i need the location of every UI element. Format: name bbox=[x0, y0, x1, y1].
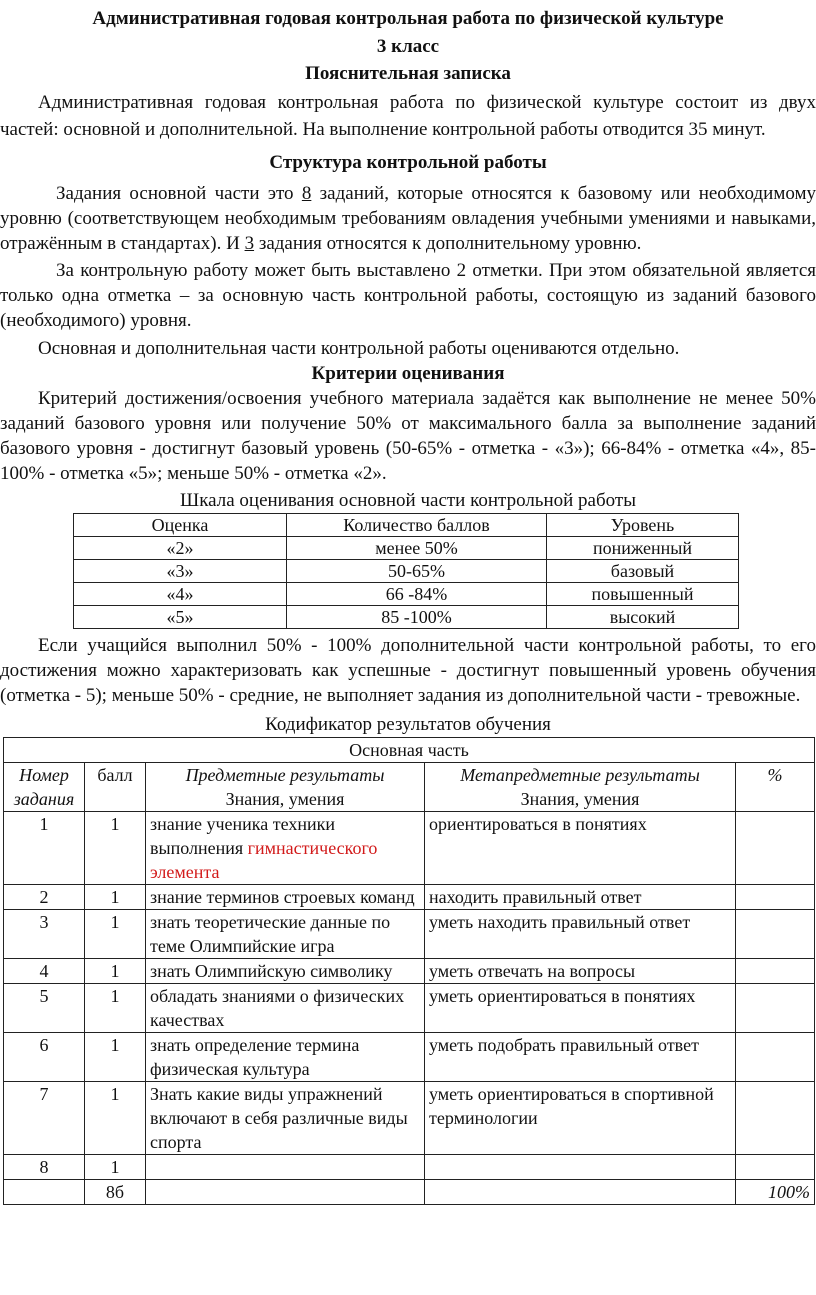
criteria-paragraph: Критерий достижения/освоения учебного материала задаётся как выполнение не менее 50% заданий базового уровня или получение 50% от максимального балла за выполнение заданий базового уровня - достигнут базовый уровень (50-65% - отметка - «3»); 66-84% - отметка «4», 85-100% - отметка «5»; меньше 50% - отметка «2». bbox=[0, 388, 816, 484]
table-row: 3 1 знать теоретические данные по теме Олимпийские игра уметь находить правильный ответ bbox=[4, 910, 815, 959]
structure-paragraph-3: Основная и дополнительная части контрольной работы оцениваются отдельно. bbox=[38, 338, 680, 359]
table-row: «4» 66 -84% повышенный bbox=[74, 583, 739, 606]
subject-result: знание ученика техники выполнения гимнастического элемента bbox=[146, 812, 425, 885]
codifier-table bbox=[3, 737, 815, 1205]
intro-paragraph: Административная годовая контрольная работа по физической культуре состоит из двух частей: основной и дополнительной. На выполнение контрольной работы отводится 35 минут. bbox=[0, 92, 816, 140]
scale-header-grade: Оценка bbox=[74, 514, 287, 537]
table-row: «5» 85 -100% высокий bbox=[74, 606, 739, 629]
criteria-heading: Критерии оценивания bbox=[311, 363, 505, 384]
structure-heading: Структура контрольной работы bbox=[269, 152, 547, 173]
document-title: Административная годовая контрольная работа по физической культуре bbox=[92, 8, 724, 29]
scale-header-row bbox=[74, 514, 739, 537]
scale-header-points: Количество баллов bbox=[287, 514, 547, 537]
note-heading: Пояснительная записка bbox=[305, 63, 511, 84]
header-subject-results: Предметные результаты Знания, умения bbox=[146, 763, 425, 812]
highlighted-text: гимнастического элемента bbox=[150, 838, 378, 882]
header-score: балл bbox=[85, 763, 146, 812]
grade-label: 3 класс bbox=[376, 36, 440, 57]
scale-caption: Шкала оценивания основной части контрольной работы bbox=[180, 490, 636, 511]
extra-task-count: 3 bbox=[244, 233, 255, 254]
additional-part-paragraph: Если учащийся выполнил 50% - 100% дополнительной части контрольной работы, то его достижения можно характеризовать как успешные - достигнут повышенный уровень обучения (отметка - 5); меньше 50% - средние, не выполняет задания из дополнительной части - тревожные. bbox=[0, 635, 816, 706]
header-percent: % bbox=[736, 763, 815, 812]
table-row: 1 1 знание ученика техники выполнения гимнастического элемента ориентироваться в понятиях bbox=[4, 812, 815, 885]
structure-paragraph-2: За контрольную работу может быть выставлено 2 отметки. При этом обязательной является только одна отметка – за основную часть контрольной работы, состоящую из заданий базового (необходимого) уровня. bbox=[0, 260, 816, 331]
table-row: 4 1 знать Олимпийскую символику уметь отвечать на вопросы bbox=[4, 959, 815, 984]
table-row: «3» 50-65% базовый bbox=[74, 560, 739, 583]
table-row: 5 1 обладать знаниями о физических качествах уметь ориентироваться в понятиях bbox=[4, 984, 815, 1033]
header-meta-results: Метапредметные результаты Знания, умения bbox=[425, 763, 736, 812]
total-percent: 100% bbox=[736, 1180, 815, 1205]
table-row: 6 1 знать определение термина физическая культура уметь подобрать правильный ответ bbox=[4, 1033, 815, 1082]
structure-paragraph-1: Задания основной части это 8 заданий, которые относятся к базовому или необходимому уровню (соответствующем необходимым требованиям овладения учебными умениями и навыками, отражённым в стандартах). И 3 задания относятся к дополнительному уровню. bbox=[0, 183, 816, 254]
codifier-header-row bbox=[4, 763, 815, 812]
scale-header-level: Уровень bbox=[547, 514, 739, 537]
total-row bbox=[4, 1180, 815, 1205]
codifier-caption: Кодификатор результатов обучения bbox=[265, 714, 551, 735]
grading-scale-table bbox=[73, 513, 739, 629]
table-row: 7 1 Знать какие виды упражнений включают в себя различные виды спорта уметь ориентироваться в спортивной терминологии bbox=[4, 1082, 815, 1155]
header-task-number: Номер задания bbox=[4, 763, 85, 812]
table-row: «2» менее 50% пониженный bbox=[74, 537, 739, 560]
codifier-section-row bbox=[4, 738, 815, 763]
base-task-count: 8 bbox=[301, 183, 312, 204]
total-score: 8б bbox=[85, 1180, 146, 1205]
table-row: 2 1 знание терминов строевых команд находить правильный ответ bbox=[4, 885, 815, 910]
table-row: 8 1 bbox=[4, 1155, 815, 1180]
section-title: Основная часть bbox=[4, 738, 815, 763]
